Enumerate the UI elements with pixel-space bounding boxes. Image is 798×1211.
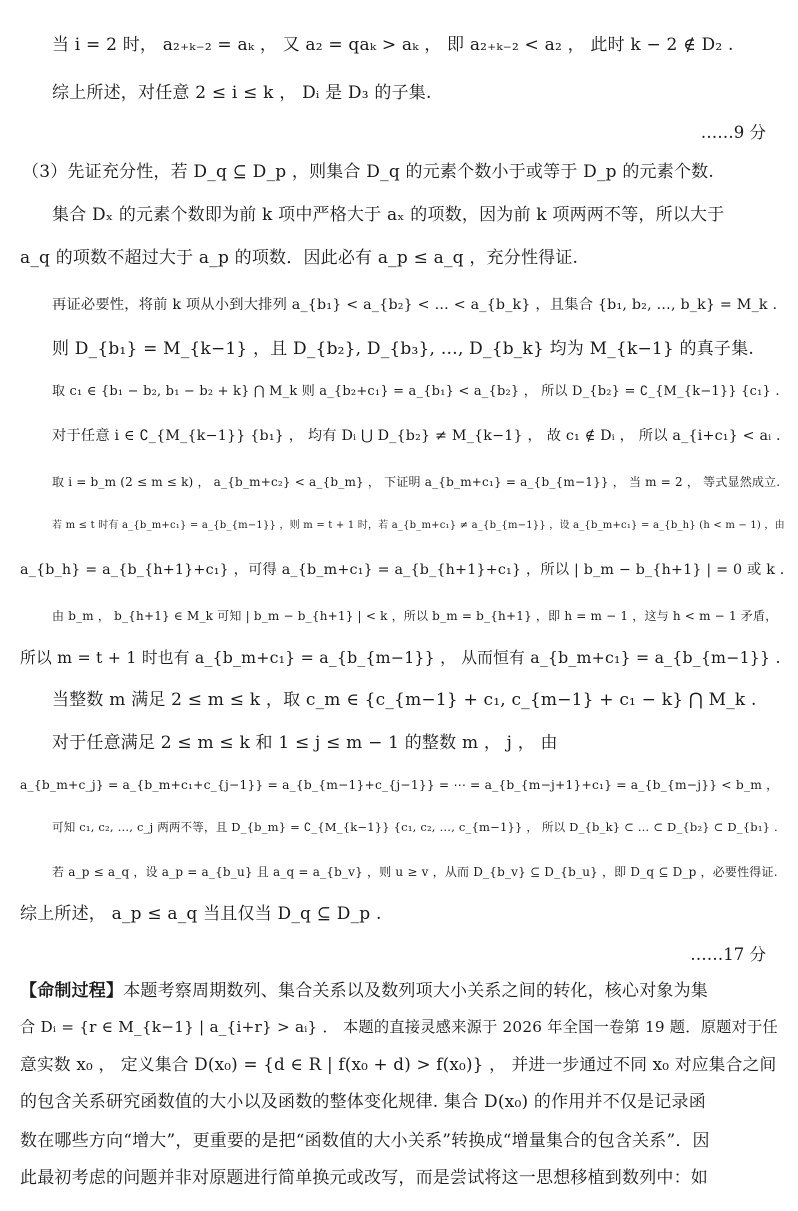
text-line-25: 数在哪些方向“增大”，更重要的是把“函数值的大小关系”转换成“增量集合的包含关系”．因 — [20, 1131, 710, 1151]
text-line-3: （3）先证充分性，若 D_q ⊆ D_p ，则集合 D_q 的元素个数小于或等于 D_p 的元素个数. — [22, 162, 714, 182]
text-line-7: 则 D_{b₁} = M_{k−1} ，且 D_{b₂}, D_{b₃}, …, D_{b_k} 均为 M_{k−1} 的真子集. — [52, 339, 754, 359]
text-line-4: 集合 Dₓ 的元素个数即为前 k 项中严格大于 aₓ 的项数，因为前 k 项两两不等，所以大于 — [52, 205, 725, 225]
text-line-26: 此最初考虑的问题并非对原题进行简单换元或改写，而是尝试将这一思想移植到数列中：如 — [20, 1168, 708, 1188]
text-line-6: 再证必要性，将前 k 项从小到大排列 a_{b₁} < a_{b₂} < … < a_{b_k} ，且集合 {b₁, b₂, …, b_k} = M_k . — [52, 297, 778, 313]
section-heading: 【命制过程】 — [20, 981, 124, 1001]
text-line-11: 若 m ≤ t 时有 a_{b_m+c₁} = a_{b_{m−1}} ，则 m = t + 1 时，若 a_{b_m+c₁} ≠ a_{b_{m−1}} ，设 a_{b_m+c₁} = a_{b_h} (h < m − 1) ，由 — [52, 520, 785, 531]
text-line-21 — [20, 979, 708, 1003]
text-line-24: 的包含关系研究函数值的大小以及函数的整体变化规律. 集合 D(x₀) 的作用并不仅是记录函 — [20, 1092, 706, 1112]
text-line-15: 当整数 m 满足 2 ≤ m ≤ k ，取 c_m ∈ {c_{m−1} + c₁, c_{m−1} + c₁ − k} ⋂ M_k . — [52, 690, 757, 710]
text-line-8: 取 c₁ ∈ {b₁ − b₂, b₁ − b₂ + k} ⋂ M_k 则 a_{b₂+c₁} = a_{b₁} < a_{b₂} ， 所以 D_{b₂} = ∁_{M_{k−1}} {c₁} . — [52, 384, 780, 399]
text-line-1: 当 i = 2 时， a₂₊ₖ₋₂ = aₖ ， 又 a₂ = qaₖ > aₖ ， 即 a₂₊ₖ₋₂ < a₂ ， 此时 k − 2 ∉ D₂ . — [52, 35, 734, 55]
text-line-17: a_{b_m+c_j} = a_{b_m+c₁+c_{j−1}} = a_{b_{m−1}+c_{j−1}} = ⋯ = a_{b_{m−j+1}+c₁} = a_{b_{m−j}} < b_m ， — [20, 778, 779, 792]
score-17: ……17 分 — [690, 945, 766, 964]
text-line-20: 综上所述， a_p ≤ a_q 当且仅当 D_q ⊆ D_p . — [20, 904, 382, 924]
text-line-9: 对于任意 i ∈ ∁_{M_{k−1}} {b₁} ， 均有 Dᵢ ⋃ D_{b₂} ≠ M_{k−1} ， 故 c₁ ∉ Dᵢ ， 所以 a_{i+c₁} < aᵢ . — [52, 428, 781, 444]
text-line-12: a_{b_h} = a_{b_{h+1}+c₁} ，可得 a_{b_m+c₁} = a_{b_{h+1}+c₁} ，所以 | b_m − b_{h+1} | = 0 或 k . — [20, 562, 785, 578]
score-9: ……9 分 — [700, 123, 766, 142]
text-line-5: a_q 的项数不超过大于 a_p 的项数．因此必有 a_p ≤ a_q ，充分性得证. — [20, 248, 579, 268]
text-line-18: 可知 c₁, c₂, …, c_j 两两不等，且 D_{b_m} = ∁_{M_{k−1}} {c₁, c₂, …, c_{m−1}} ， 所以 D_{b_k} ⊂ … ⊂ D_{b₂} ⊂ D_{b₁} . — [52, 820, 778, 834]
text-line-22: 合 Dᵢ = {r ∈ M_{k−1} | a_{i+r} > aᵢ} ． 本题的直接灵感来源于 2026 年全国一卷第 19 题．原题对于任 — [20, 1018, 778, 1036]
text-line-2: 综上所述，对任意 2 ≤ i ≤ k ， Dᵢ 是 D₃ 的子集. — [52, 83, 432, 103]
text-line-21-body: 本题考察周期数列、集合关系以及数列项大小关系之间的转化，核心对象为集 — [123, 981, 709, 1001]
text-line-13: 由 b_m ， b_{h+1} ∈ M_k 可知 | b_m − b_{h+1} | < k ，所以 b_m = b_{h+1} ，即 h = m − 1 ，这与 h < m − 1 矛盾， — [52, 609, 778, 623]
text-line-23: 意实数 x₀ ， 定义集合 D(x₀) = {d ∈ R | f(x₀ + d) > f(x₀)} ， 并进一步通过不同 x₀ 对应集合之间 — [20, 1054, 777, 1074]
text-line-10: 取 i = b_m (2 ≤ m ≤ k) ， a_{b_m+c₂} < a_{b_m} ， 下证明 a_{b_m+c₁} = a_{b_{m−1}} ， 当 m = 2 ， 等式显然成立. — [52, 475, 781, 489]
text-line-16: 对于任意满足 2 ≤ m ≤ k 和 1 ≤ j ≤ m − 1 的整数 m ， j ， 由 — [52, 733, 558, 753]
text-line-19: 若 a_p ≤ a_q ，设 a_p = a_{b_u} 且 a_q = a_{b_v} ，则 u ≥ v ，从而 D_{b_v} ⊆ D_{b_u} ，即 D_q ⊆ D_p ，必要性得证. — [52, 865, 778, 879]
text-line-14: 所以 m = t + 1 时也有 a_{b_m+c₁} = a_{b_{m−1}} ， 从而恒有 a_{b_m+c₁} = a_{b_{m−1}} . — [20, 648, 781, 667]
